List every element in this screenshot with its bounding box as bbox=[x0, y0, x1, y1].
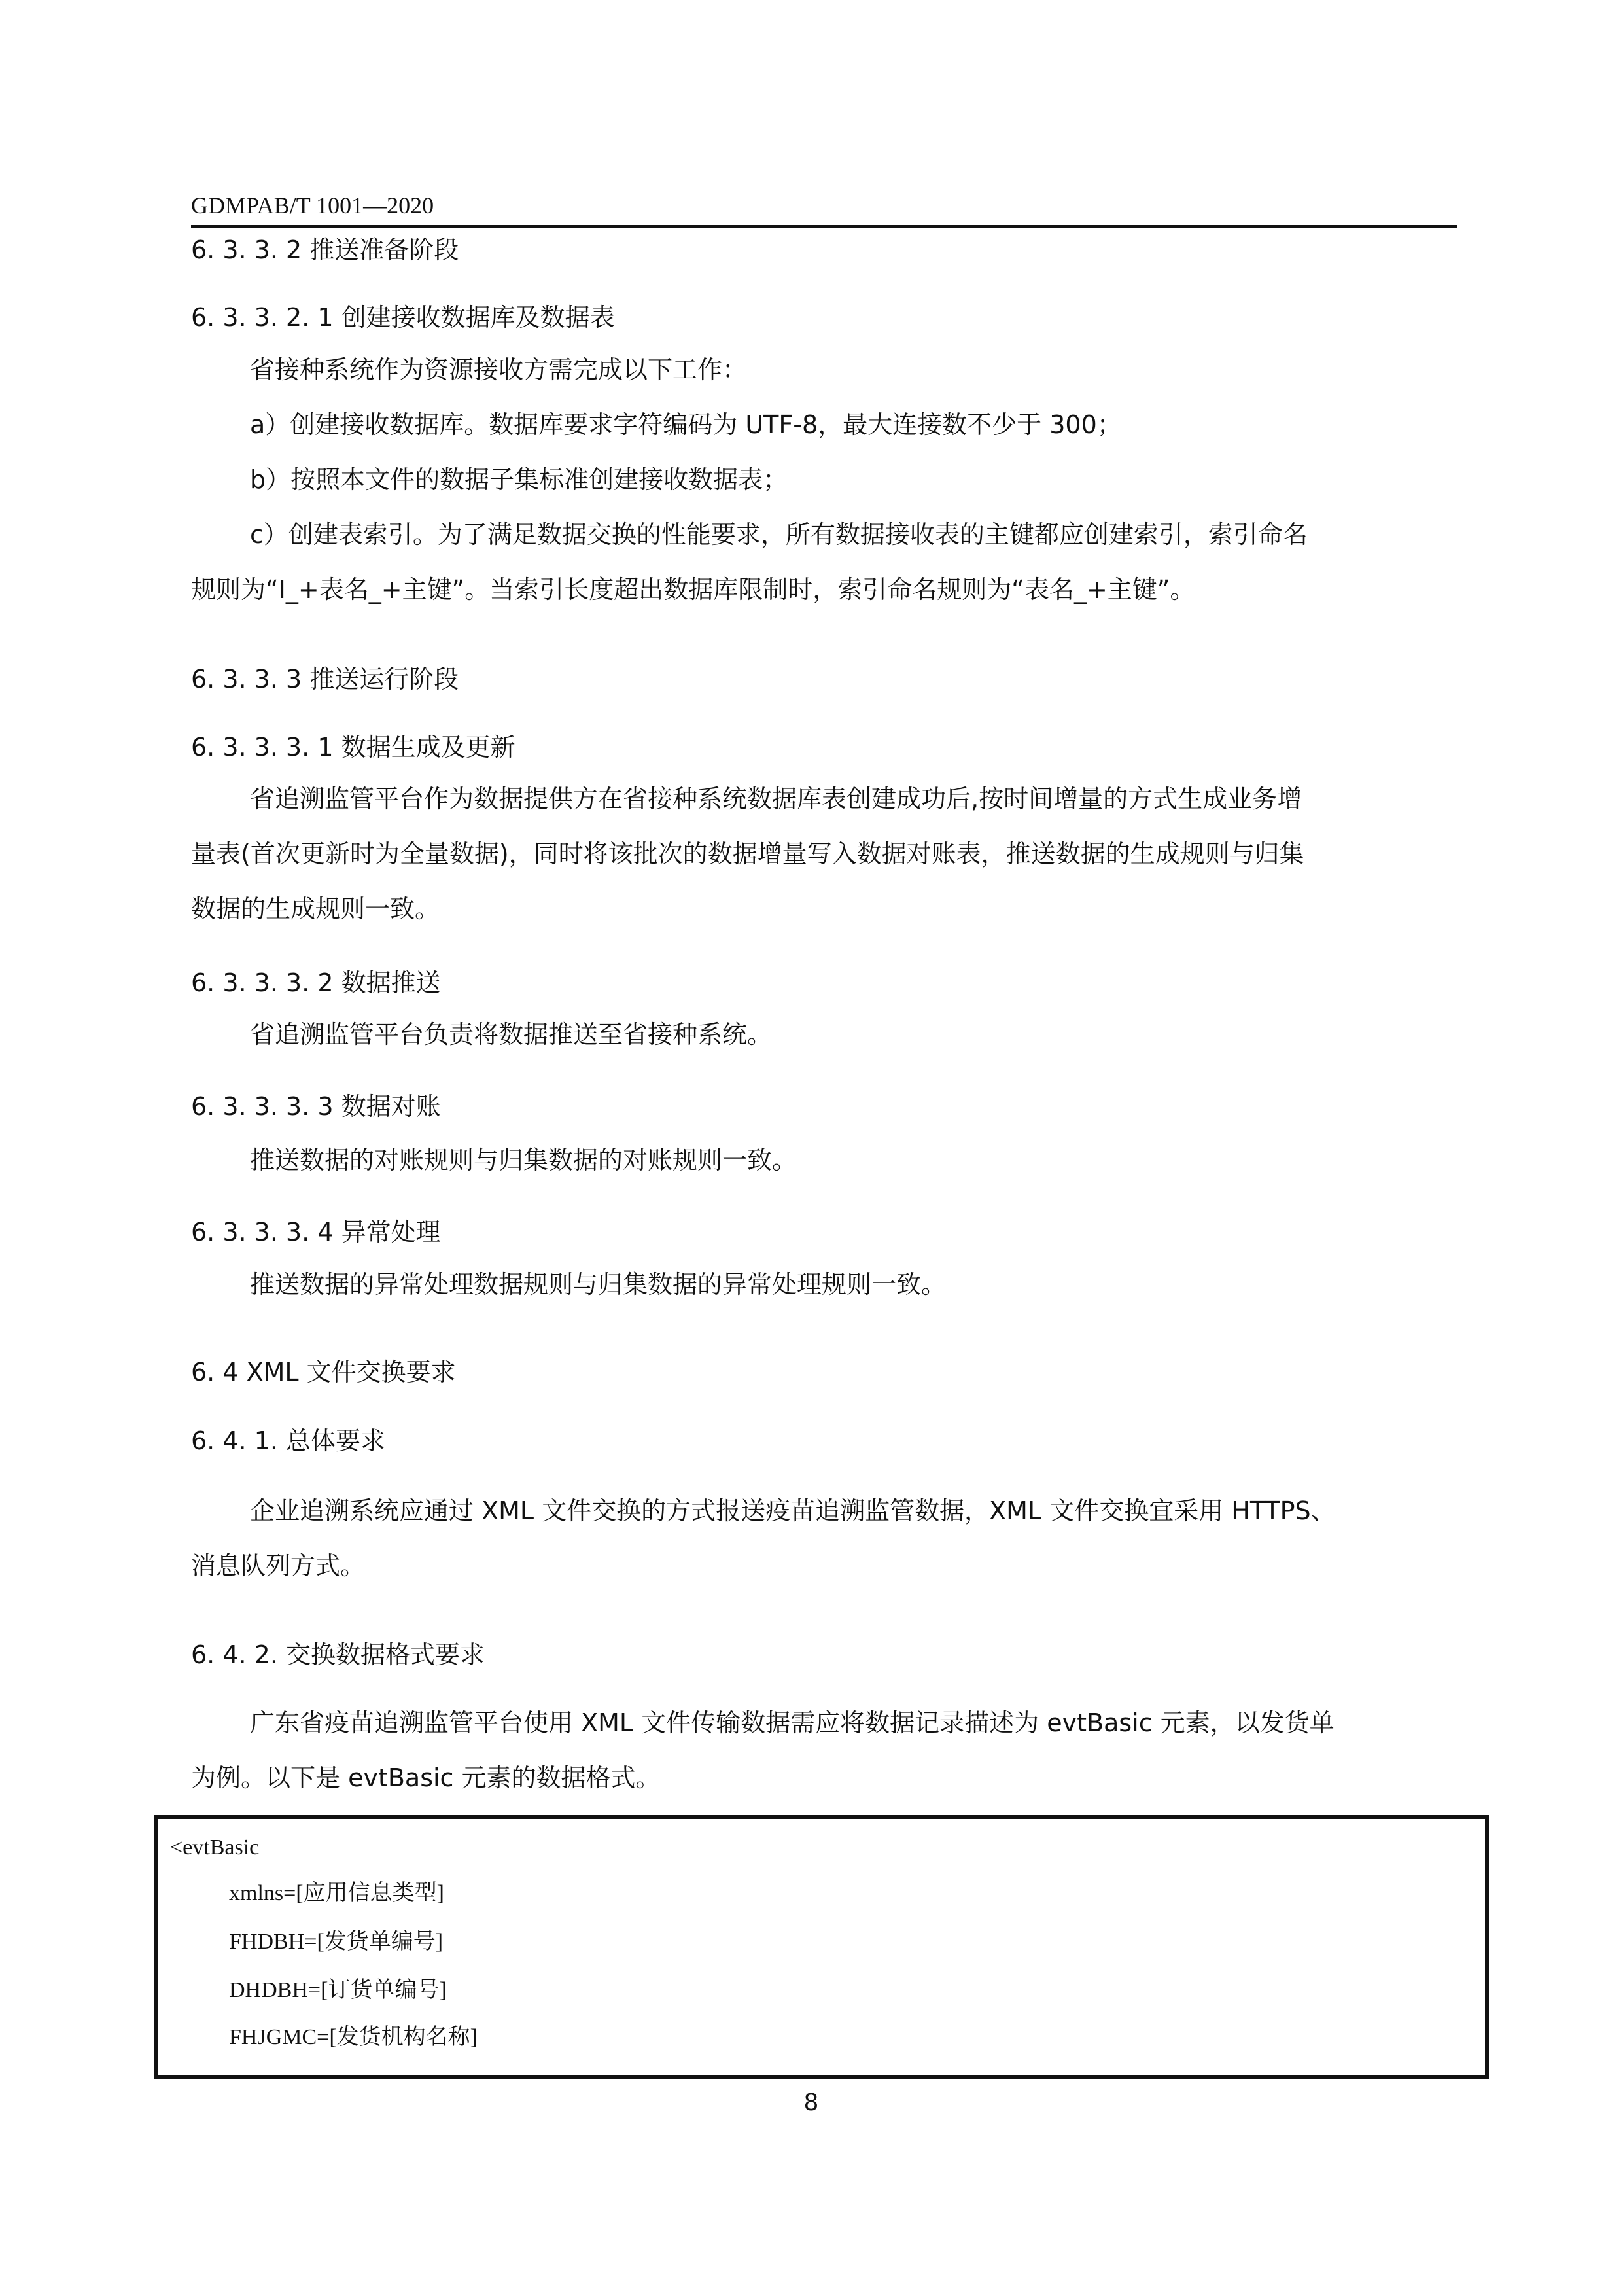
heading-6-3-3-2: 6. 3. 3. 2 推送准备阶段 bbox=[191, 236, 459, 264]
code-line-3: FHDBH=[发货单编号] bbox=[229, 1930, 444, 1954]
paragraph-format-1: 广东省疫苗追溯监管平台使用 XML 文件传输数据需应将数据记录描述为 evtBasic 元素，以发货单 bbox=[250, 1708, 1335, 1737]
header-rule bbox=[191, 225, 1457, 228]
heading-6-3-3-3: 6. 3. 3. 3 推送运行阶段 bbox=[191, 665, 459, 694]
heading-6-4-2: 6. 4. 2. 交换数据格式要求 bbox=[191, 1640, 485, 1669]
code-line-5: FHJGMC=[发货机构名称] bbox=[229, 2025, 478, 2049]
heading-6-3-3-3-4: 6. 3. 3. 3. 4 异常处理 bbox=[191, 1218, 441, 1246]
standard-code-header: GDMPAB/T 1001—2020 bbox=[191, 192, 434, 219]
paragraph-format-2: 为例。以下是 evtBasic 元素的数据格式。 bbox=[191, 1763, 661, 1792]
heading-6-3-3-3-2: 6. 3. 3. 3. 2 数据推送 bbox=[191, 968, 441, 997]
paragraph-overall-2: 消息队列方式。 bbox=[191, 1551, 366, 1580]
heading-6-3-3-3-1: 6. 3. 3. 3. 1 数据生成及更新 bbox=[191, 733, 515, 762]
list-item-c: c）创建表索引。为了满足数据交换的性能要求，所有数据接收表的主键都应创建索引，索引命名 bbox=[250, 520, 1308, 549]
heading-6-3-3-3-3: 6. 3. 3. 3. 3 数据对账 bbox=[191, 1092, 441, 1121]
paragraph-data-generation-2: 量表(首次更新时为全量数据)，同时将该批次的数据增量写入数据对账表，推送数据的生成规则与归集 bbox=[191, 839, 1304, 868]
list-item-c-continued: 规则为“I_+表名_+主键”。当索引长度超出数据库限制时，索引命名规则为“表名_+主键”。 bbox=[191, 575, 1195, 604]
paragraph-data-generation-1: 省追溯监管平台作为数据提供方在省接种系统数据库表创建成功后,按时间增量的方式生成业务增 bbox=[250, 785, 1302, 813]
heading-6-4: 6. 4 XML 文件交换要求 bbox=[191, 1358, 456, 1386]
paragraph-reconciliation: 推送数据的对账规则与归集数据的对账规则一致。 bbox=[250, 1146, 797, 1174]
paragraph-data-generation-3: 数据的生成规则一致。 bbox=[191, 894, 440, 923]
paragraph-data-push: 省追溯监管平台负责将数据推送至省接种系统。 bbox=[250, 1020, 773, 1049]
code-line-1: <evtBasic bbox=[170, 1835, 260, 1860]
paragraph-receiver-intro: 省接种系统作为资源接收方需完成以下工作： bbox=[250, 355, 748, 384]
paragraph-exception-handling: 推送数据的异常处理数据规则与归集数据的异常处理规则一致。 bbox=[250, 1270, 947, 1299]
list-item-a: a）创建接收数据库。数据库要求字符编码为 UTF-8，最大连接数不少于 300； bbox=[250, 410, 1122, 439]
paragraph-overall-1: 企业追溯系统应通过 XML 文件交换的方式报送疫苗追溯监管数据，XML 文件交换宜采用 HTTPS、 bbox=[250, 1496, 1336, 1525]
heading-6-3-3-2-1: 6. 3. 3. 2. 1 创建接收数据库及数据表 bbox=[191, 303, 615, 332]
heading-6-4-1: 6. 4. 1. 总体要求 bbox=[191, 1426, 386, 1455]
xml-code-block bbox=[154, 1815, 1489, 2079]
page-number: 8 bbox=[803, 2089, 819, 2116]
code-line-2: xmlns=[应用信息类型] bbox=[229, 1881, 444, 1905]
code-line-4: DHDBH=[订货单编号] bbox=[229, 1978, 447, 2002]
list-item-b: b）按照本文件的数据子集标准创建接收数据表； bbox=[250, 465, 788, 494]
